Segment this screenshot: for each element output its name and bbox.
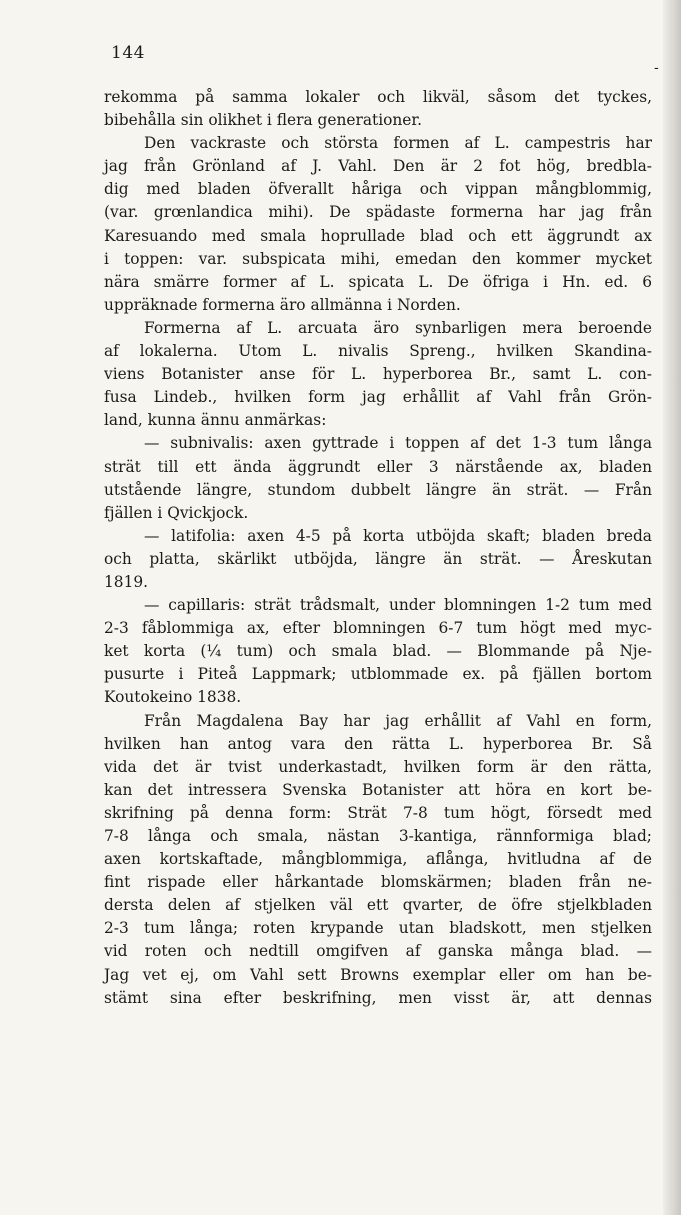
text-line: nära smärre former af L. spicata L. De öfriga i Hn. ed. 6 [104, 272, 652, 291]
text-line: viens Botanister anse för L. hyperborea Br., samt L. con- [104, 365, 652, 384]
text-line: (var. grœnlandica mihi). De spädaste formerna har jag från [104, 203, 652, 222]
text-line: Den vackraste och största formen af L. campestris har [144, 134, 652, 153]
text-line: vid roten och nedtill omgifven af ganska många blad. — [104, 942, 652, 961]
text-line: bibehålla sin olikhet i flera generationer. [104, 111, 422, 130]
text-line: jag från Grönland af J. Vahl. Den är 2 fot hög, bredbla- [104, 157, 652, 176]
page-number: 144 [111, 43, 145, 63]
text-line: hvilken han antog vara den rätta L. hyperborea Br. Så [104, 734, 652, 753]
text-line: och platta, skärlikt utböjda, längre än strät. — Åreskutan [104, 549, 652, 568]
text-line: dig med bladen öfverallt håriga och vippan mångblommig, [104, 180, 652, 199]
text-line: — subnivalis: axen gyttrade i toppen af det 1-3 tum långa [144, 434, 652, 453]
text-line: 2-3 tum långa; roten krypande utan bladskott, men stjelken [104, 919, 652, 938]
text-line: strät till ett ända äggrundt eller 3 närstående ax, bladen [104, 457, 652, 476]
text-line: dersta delen af stjelken väl ett qvarter, de öfre stjelkbladen [104, 896, 652, 915]
text-line: 7-8 långa och smala, nästan 3-kantiga, rännformiga blad; [104, 827, 652, 845]
text-line: i toppen: var. subspicata mihi, emedan den kommer mycket [104, 249, 652, 268]
text-line: vida det är tvist underkastadt, hvilken form är den rätta, [104, 757, 652, 776]
text-line: uppräknade formerna äro allmänna i Norden. [104, 295, 461, 314]
text-line: Från Magdalena Bay har jag erhållit af Vahl en form, [144, 711, 652, 730]
text-line: ket korta (¼ tum) och smala blad. — Blommande på Nje- [104, 642, 652, 661]
text-line: fjällen i Qvickjock. [104, 503, 249, 522]
text-line: Formerna af L. arcuata äro synbarligen mera beroende [144, 318, 652, 337]
text-line: kan det intressera Svenska Botanister att höra en kort be- [104, 780, 652, 799]
text-line: Koutokeino 1838. [104, 688, 242, 707]
text-line: — capillaris: strät trådsmalt, under blomningen 1-2 tum med [144, 596, 652, 615]
page-edge-shadow [663, 0, 681, 1215]
text-line: — latifolia: axen 4-5 på korta utböjda skaft; bladen breda [144, 526, 652, 545]
text-line: utstående längre, stundom dubbelt längre än strät. — Från [104, 480, 652, 499]
text-line: 2-3 fåblommiga ax, efter blomningen 6-7 tum högt med myc- [104, 619, 652, 638]
text-line: rekomma på samma lokaler och likväl, såsom det tyckes, [104, 88, 652, 106]
text-line: axen kortskaftade, mångblommiga, aflånga, hvitludna af de [104, 850, 652, 869]
corner-mark: - [654, 60, 659, 76]
text-line: land, kunna ännu anmärkas: [104, 411, 327, 430]
text-line: af lokalerna. Utom L. nivalis Spreng., hvilken Skandina- [104, 342, 652, 361]
text-line: fusa Lindeb., hvilken form jag erhållit af Vahl från Grön- [104, 388, 652, 407]
text-line: fint rispade eller hårkantade blomskärmen; bladen från ne- [104, 873, 652, 892]
text-line: Jag vet ej, om Vahl sett Browns exemplar eller om han be- [104, 965, 652, 984]
text-line: 1819. [104, 572, 149, 591]
text-line: skrifning på denna form: Strät 7-8 tum högt, försedt med [104, 803, 652, 822]
text-line: pusurte i Piteå Lappmark; utblommade ex. på fjällen bortom [104, 665, 652, 684]
body-text [104, 86, 652, 1010]
text-line: Karesuando med smala hoprullade blad och ett äggrundt ax [104, 226, 652, 245]
text-line: stämt sina efter beskrifning, men visst är, att dennas [104, 988, 652, 1007]
